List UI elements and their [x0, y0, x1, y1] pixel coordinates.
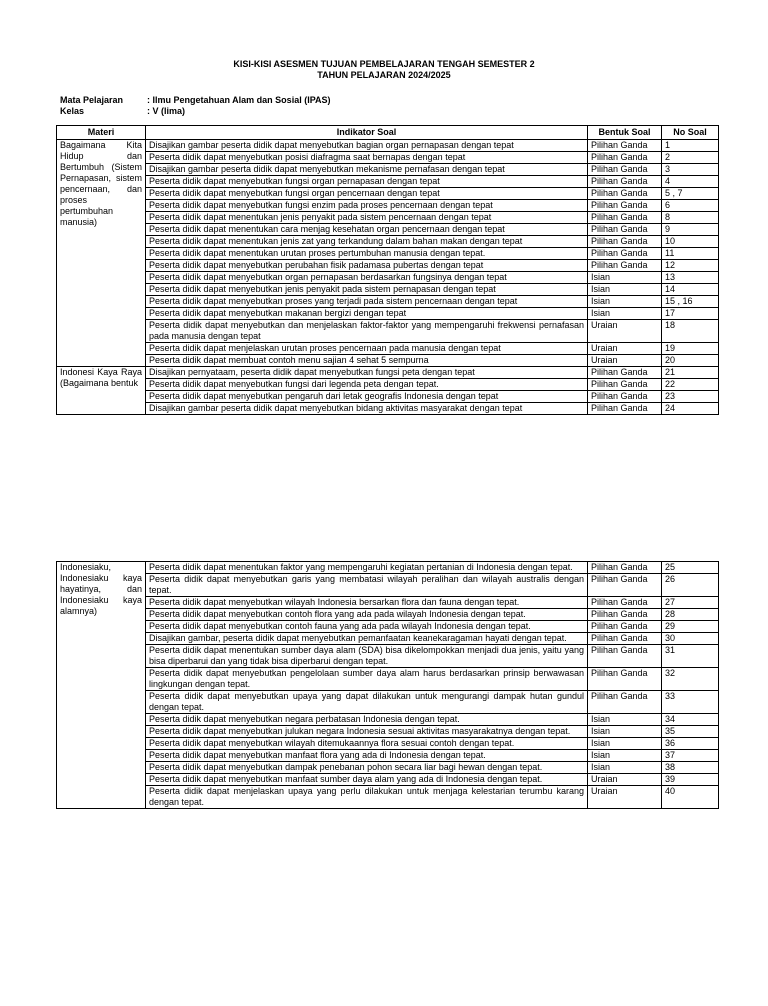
no-soal-cell: 20	[662, 355, 719, 367]
indikator-cell: Peserta didik dapat menyebutkan pengaruh dari letak geografis Indonesia dengan tepat	[146, 391, 588, 403]
materi-cell: Indonesiaku, Indonesiaku kaya hayatinya, dan Indonesiaku kaya alamnya)	[57, 562, 146, 809]
no-soal-cell: 19	[662, 343, 719, 355]
table-row	[57, 774, 719, 786]
no-soal-cell: 4	[662, 176, 719, 188]
table-row	[57, 403, 719, 415]
no-soal-cell: 22	[662, 379, 719, 391]
header-materi: Materi	[57, 126, 146, 140]
bentuk-cell: Pilihan Ganda	[588, 224, 662, 236]
indikator-cell: Peserta didik dapat menyebutkan proses yang terjadi pada sistem pencernaan dengan tepat	[146, 296, 588, 308]
table-row	[57, 691, 719, 714]
bentuk-cell: Uraian	[588, 774, 662, 786]
table-row	[57, 609, 719, 621]
table-row	[57, 645, 719, 668]
bentuk-cell: Isian	[588, 284, 662, 296]
table-row	[57, 260, 719, 272]
indikator-cell: Peserta didik dapat menentukan sumber daya alam (SDA) bisa dikelompokkan menjadi dua jenis, yaitu yang bisa diperbarui dan yang tidak bisa diperbarui dengan tepat.	[146, 645, 588, 668]
no-soal-cell: 6	[662, 200, 719, 212]
no-soal-cell: 33	[662, 691, 719, 714]
table-row	[57, 224, 719, 236]
indikator-cell: Peserta didik dapat menyebutkan fungsi organ pernapasan dengan tepat	[146, 176, 588, 188]
subject-label: Mata Pelajaran	[60, 95, 124, 105]
no-soal-cell: 5 , 7	[662, 188, 719, 200]
no-soal-cell: 29	[662, 621, 719, 633]
table-row	[57, 367, 719, 379]
bentuk-cell: Pilihan Ganda	[588, 645, 662, 668]
title-line-1: KISI-KISI ASESMEN TUJUAN PEMBELAJARAN TENGAH SEMESTER 2	[233, 59, 535, 69]
no-soal-cell: 25	[662, 562, 719, 574]
bentuk-cell: Pilihan Ganda	[588, 562, 662, 574]
indikator-cell: Peserta didik dapat menjelaskan upaya yang perlu dilakukan untuk menjaga kelestarian terumbu karang dengan tepat.	[146, 786, 588, 809]
table-row	[57, 597, 719, 609]
bentuk-cell: Pilihan Ganda	[588, 188, 662, 200]
grid-table-1	[56, 125, 719, 415]
indikator-cell: Disajikan gambar peserta didik dapat menyebutkan mekanisme pernafasan dengan tepat	[146, 164, 588, 176]
indikator-cell: Peserta didik dapat menyebutkan fungsi dari legenda peta dengan tepat.	[146, 379, 588, 391]
table-row	[57, 248, 719, 260]
grid-table-2	[56, 561, 719, 809]
bentuk-cell: Uraian	[588, 320, 662, 343]
indikator-cell: Peserta didik dapat menyebutkan wilayah ditemukaannya flora sesuai contoh dengan tepat.	[146, 738, 588, 750]
subject-info	[60, 95, 331, 117]
no-soal-cell: 21	[662, 367, 719, 379]
indikator-cell: Disajikan pernyataam, peserta didik dapat menyebutkan fungsi peta dengan tepat	[146, 367, 588, 379]
no-soal-cell: 8	[662, 212, 719, 224]
no-soal-cell: 13	[662, 272, 719, 284]
indikator-cell: Peserta didik dapat membuat contoh menu sajian 4 sehat 5 sempurna	[146, 355, 588, 367]
table-row	[57, 379, 719, 391]
table-row	[57, 786, 719, 809]
no-soal-cell: 15 , 16	[662, 296, 719, 308]
table-row	[57, 164, 719, 176]
no-soal-cell: 34	[662, 714, 719, 726]
bentuk-cell: Isian	[588, 296, 662, 308]
no-soal-cell: 1	[662, 140, 719, 152]
table-row	[57, 574, 719, 597]
table-row	[57, 391, 719, 403]
bentuk-cell: Pilihan Ganda	[588, 403, 662, 415]
table-row	[57, 714, 719, 726]
no-soal-cell: 27	[662, 597, 719, 609]
no-soal-cell: 14	[662, 284, 719, 296]
table-row	[57, 762, 719, 774]
no-soal-cell: 31	[662, 645, 719, 668]
indikator-cell: Peserta didik dapat menentukan urutan proses pertumbuhan manusia dengan tepat.	[146, 248, 588, 260]
table-row	[57, 726, 719, 738]
bentuk-cell: Pilihan Ganda	[588, 212, 662, 224]
indikator-cell: Peserta didik dapat menyebutkan upaya yang dapat dilakukan untuk mengurangi dampak hutan gundul dengan tepat.	[146, 691, 588, 714]
table-row	[57, 284, 719, 296]
no-soal-cell: 40	[662, 786, 719, 809]
table-row	[57, 343, 719, 355]
indikator-cell: Peserta didik dapat menyebutkan julukan negara Indonesia sesuai aktivitas masyarakatnya dengan tepat.	[146, 726, 588, 738]
class-row	[60, 106, 331, 117]
bentuk-cell: Pilihan Ganda	[588, 200, 662, 212]
table-row	[57, 308, 719, 320]
bentuk-cell: Pilihan Ganda	[588, 164, 662, 176]
no-soal-cell: 30	[662, 633, 719, 645]
table-row	[57, 212, 719, 224]
indikator-cell: Peserta didik dapat menyebutkan contoh flora yang ada pada wilayah Indonesia dengan tepat.	[146, 609, 588, 621]
bentuk-cell: Pilihan Ganda	[588, 391, 662, 403]
table-row	[57, 188, 719, 200]
bentuk-cell: Pilihan Ganda	[588, 176, 662, 188]
bentuk-cell: Pilihan Ganda	[588, 574, 662, 597]
bentuk-cell: Isian	[588, 308, 662, 320]
title-line-2: TAHUN PELAJARAN 2024/2025	[317, 70, 451, 80]
no-soal-cell: 35	[662, 726, 719, 738]
bentuk-cell: Isian	[588, 750, 662, 762]
no-soal-cell: 12	[662, 260, 719, 272]
table-row	[57, 562, 719, 574]
bentuk-cell: Pilihan Ganda	[588, 140, 662, 152]
subject-row	[60, 95, 331, 106]
indikator-cell: Peserta didik dapat menyebutkan jenis penyakit pada sistem pernapasan dengan tepat	[146, 284, 588, 296]
no-soal-cell: 9	[662, 224, 719, 236]
indikator-cell: Peserta didik dapat menentukan jenis zat yang terkandung dalam bahan makan dengan tepat	[146, 236, 588, 248]
no-soal-cell: 36	[662, 738, 719, 750]
class-label: Kelas	[60, 106, 85, 116]
bentuk-cell: Isian	[588, 714, 662, 726]
indikator-cell: Peserta didik dapat menyebutkan dampak penebanan pohon secara liar bagi hewan dengan tepat.	[146, 762, 588, 774]
subject-value: : Ilmu Pengetahuan Alam dan Sosial (IPAS)	[147, 95, 331, 105]
indikator-cell: Peserta didik dapat menyebutkan dan menjelaskan faktor-faktor yang mempengaruhi frekwensi pernafasan pada manusia dengan tepat	[146, 320, 588, 343]
indikator-cell: Peserta didik dapat menentukan faktor yang mempengaruhi kegiatan pertanian di Indonesia dengan tepat.	[146, 562, 588, 574]
no-soal-cell: 11	[662, 248, 719, 260]
bentuk-cell: Uraian	[588, 343, 662, 355]
indikator-cell: Peserta didik dapat menyebutkan fungsi enzim pada proses pencernaan dengan tepat	[146, 200, 588, 212]
bentuk-cell: Pilihan Ganda	[588, 668, 662, 691]
no-soal-cell: 28	[662, 609, 719, 621]
indikator-cell: Peserta didik dapat menyebutkan manfaat sumber daya alam yang ada di Indonesia dengan tepat.	[146, 774, 588, 786]
bentuk-cell: Pilihan Ganda	[588, 609, 662, 621]
indikator-cell: Disajikan gambar peserta didik dapat menyebutkan bidang aktivitas masyarakat dengan tepat	[146, 403, 588, 415]
indikator-cell: Peserta didik dapat menyebutkan manfaat flora yang ada di Indonesia dengan tepat.	[146, 750, 588, 762]
bentuk-cell: Uraian	[588, 786, 662, 809]
no-soal-cell: 3	[662, 164, 719, 176]
indikator-cell: Peserta didik dapat menyebutkan wilayah Indonesia bersarkan flora dan fauna dengan tepat.	[146, 597, 588, 609]
bentuk-cell: Pilihan Ganda	[588, 621, 662, 633]
bentuk-cell: Isian	[588, 726, 662, 738]
no-soal-cell: 26	[662, 574, 719, 597]
indikator-cell: Peserta didik dapat menyebutkan negara perbatasan Indonesia dengan tepat.	[146, 714, 588, 726]
table-row	[57, 668, 719, 691]
table-row	[57, 200, 719, 212]
table-row	[57, 633, 719, 645]
table-row	[57, 140, 719, 152]
no-soal-cell: 10	[662, 236, 719, 248]
no-soal-cell: 38	[662, 762, 719, 774]
indikator-cell: Peserta didik dapat menentukan cara menjag kesehatan organ pencernaan dengan tepat	[146, 224, 588, 236]
table-row	[57, 621, 719, 633]
indikator-cell: Peserta didik dapat menyebutkan makanan bergizi dengan tepat	[146, 308, 588, 320]
materi-cell: Bagaimana Kita Hidup dan Bertumbuh (Sistem Pernapasan, sistem pencernaan, dan proses pertumbuhan manusia)	[57, 140, 146, 367]
no-soal-cell: 32	[662, 668, 719, 691]
table-row	[57, 236, 719, 248]
bentuk-cell: Pilihan Ganda	[588, 248, 662, 260]
table-row	[57, 738, 719, 750]
indikator-cell: Peserta didik dapat menyebutkan organ pernapasan berdasarkan fungsinya dengan tepat	[146, 272, 588, 284]
header-no: No Soal	[662, 126, 719, 140]
bentuk-cell: Pilihan Ganda	[588, 152, 662, 164]
table-row	[57, 152, 719, 164]
table-row	[57, 296, 719, 308]
no-soal-cell: 24	[662, 403, 719, 415]
no-soal-cell: 37	[662, 750, 719, 762]
bentuk-cell: Pilihan Ganda	[588, 597, 662, 609]
table-row	[57, 272, 719, 284]
no-soal-cell: 23	[662, 391, 719, 403]
table-row	[57, 176, 719, 188]
indikator-cell: Peserta didik dapat menentukan jenis penyakit pada sistem pencernaan dengan tepat	[146, 212, 588, 224]
no-soal-cell: 18	[662, 320, 719, 343]
indikator-cell: Disajikan gambar peserta didik dapat menyebutkan bagian organ pernapasan dengan tepat	[146, 140, 588, 152]
table-row	[57, 750, 719, 762]
header-indikator: Indikator Soal	[146, 126, 588, 140]
no-soal-cell: 39	[662, 774, 719, 786]
indikator-cell: Peserta didik dapat menyebutkan posisi diafragma saat bernapas dengan tepat	[146, 152, 588, 164]
bentuk-cell: Uraian	[588, 355, 662, 367]
indikator-cell: Peserta didik dapat menyebutkan contoh fauna yang ada pada wilayah Indonesia dengan tepat.	[146, 621, 588, 633]
bentuk-cell: Pilihan Ganda	[588, 367, 662, 379]
class-value: : V (lima)	[147, 106, 186, 116]
bentuk-cell: Isian	[588, 738, 662, 750]
document-title	[0, 59, 768, 81]
table-header-row	[57, 126, 719, 140]
no-soal-cell: 17	[662, 308, 719, 320]
table-row	[57, 355, 719, 367]
bentuk-cell: Pilihan Ganda	[588, 260, 662, 272]
table-row	[57, 320, 719, 343]
header-bentuk: Bentuk Soal	[588, 126, 662, 140]
indikator-cell: Peserta didik dapat menyebutkan fungsi organ pencernaan dengan tepat	[146, 188, 588, 200]
indikator-cell: Peserta didik dapat menyebutkan garis yang membatasi wilayah peralihan dan wilayah australis dengan tepat.	[146, 574, 588, 597]
no-soal-cell: 2	[662, 152, 719, 164]
bentuk-cell: Isian	[588, 762, 662, 774]
indikator-cell: Peserta didik dapat menjelaskan urutan proses pencernaan pada manusia dengan tepat	[146, 343, 588, 355]
bentuk-cell: Pilihan Ganda	[588, 691, 662, 714]
indikator-cell: Peserta didik dapat menyebutkan pengelolaan sumber daya alam harus berdasarkan prinsip berwawasan lingkungan dengan tepat.	[146, 668, 588, 691]
bentuk-cell: Pilihan Ganda	[588, 633, 662, 645]
bentuk-cell: Pilihan Ganda	[588, 236, 662, 248]
bentuk-cell: Pilihan Ganda	[588, 379, 662, 391]
indikator-cell: Disajikan gambar, peserta didik dapat menyebutkan pemanfaatan keanekaragaman hayati dengan tepat.	[146, 633, 588, 645]
materi-cell: Indonesi Kaya Raya (Bagaimana bentuk	[57, 367, 146, 415]
indikator-cell: Peserta didik dapat menyebutkan perubahan fisik padamasa pubertas dengan tepat	[146, 260, 588, 272]
bentuk-cell: Isian	[588, 272, 662, 284]
